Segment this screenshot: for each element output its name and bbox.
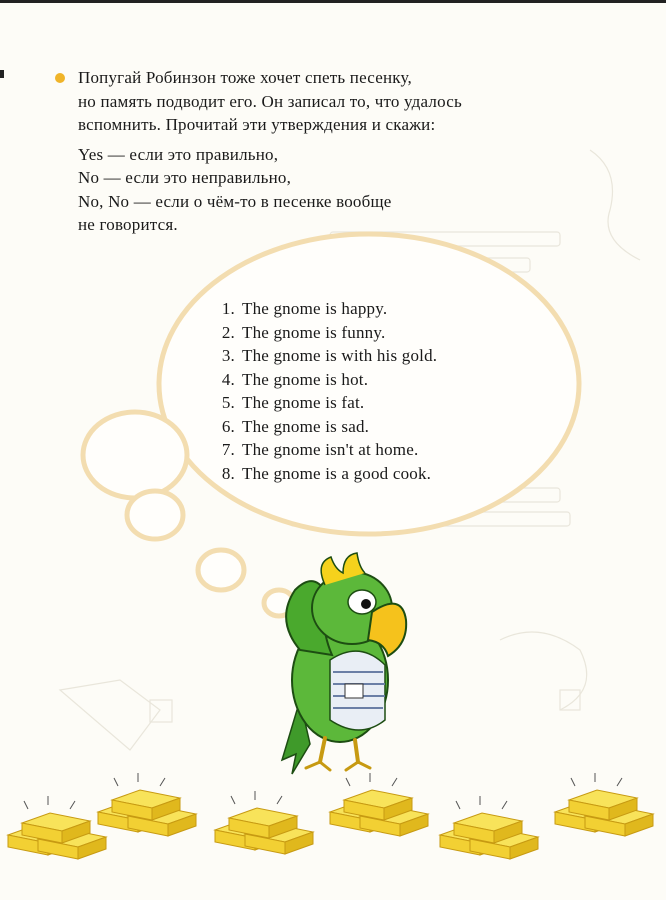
statement-number: 6. [221,416,235,436]
statement-text: The gnome is a good cook. [242,463,432,483]
rule-yes: Yes — если это правильно, [78,144,279,164]
rule-no-no: No, No — если о чём-то в песенке вообще [78,191,392,211]
statement-number: 7. [221,440,235,459]
statement-text: The gnome is sad. [242,416,370,436]
statement-text: The gnome is with his gold. [242,346,438,365]
statement-number: 5. [221,393,235,412]
instruction-line: Попугай Робинзон тоже хочет спеть песенку, [78,68,412,87]
statement-text: The gnome is fat. [242,393,365,412]
rule-no: No — если это неправильно, [78,168,292,187]
statement-text: The gnome is funny. [242,322,386,342]
sparkle-icon [346,773,397,786]
instruction-line: вспомнить. Прочитай эти утверждения и скажи: [78,115,436,134]
instruction-line: но память подводит его. Он записал то, что удалось [78,91,462,111]
statement-text: The gnome is hot. [242,369,369,389]
statement-number: 8. [221,463,235,483]
statement-number: 4. [221,369,235,389]
statement-text: The gnome is happy. [242,299,388,318]
statement-number: 3. [221,346,235,365]
gold-bars-row [8,773,653,859]
rule-no-no-cont: не говорится. [78,215,178,234]
sparkle-icon [231,791,282,804]
statement-number: 2. [221,322,235,342]
sparkle-icon [114,773,165,786]
statement-text: The gnome isn't at home. [242,440,419,459]
sparkle-icon [456,796,507,809]
parrot-icon [282,553,406,774]
sparkle-icon [571,773,622,786]
statement-number: 1. [221,299,235,318]
sparkle-icon [24,796,75,809]
